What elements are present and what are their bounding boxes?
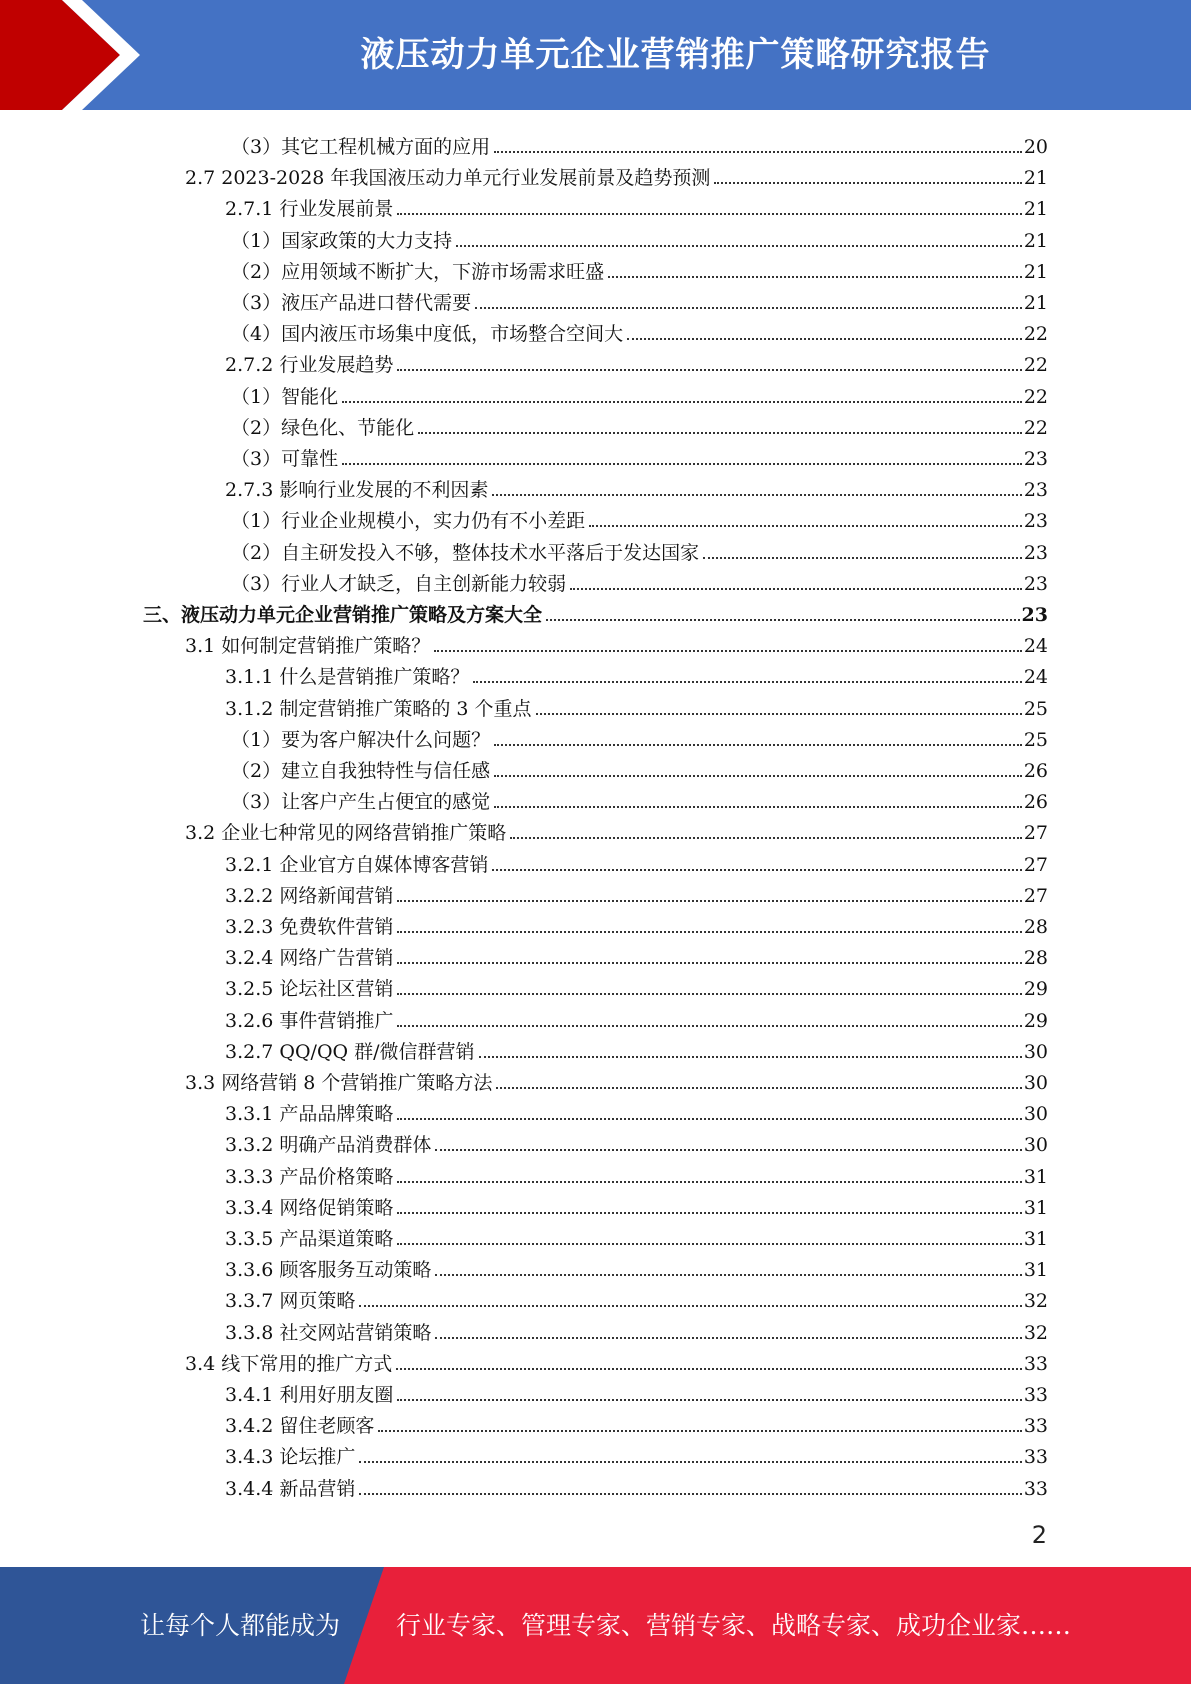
- toc-entry-title: 2.7.1 行业发展前景: [225, 198, 394, 221]
- toc-entry[interactable]: [185, 1345, 1048, 1376]
- toc-dot-leader: [496, 1087, 1021, 1089]
- toc-entry-title: 3.4.4 新品营销: [225, 1477, 356, 1500]
- toc-entry[interactable]: [225, 1002, 1048, 1033]
- toc-entry-page: 20: [1023, 136, 1048, 158]
- toc-entry[interactable]: [185, 1064, 1048, 1095]
- toc-entry[interactable]: [225, 1282, 1048, 1313]
- toc-dot-leader: [397, 1025, 1021, 1027]
- toc-entry-title: （2）应用领域不断扩大，下游市场需求旺盛: [231, 260, 605, 283]
- page-number: 2: [1031, 1521, 1047, 1549]
- toc-entry-title: （2）建立自我独特性与信任感: [231, 760, 491, 782]
- toc-entry[interactable]: [225, 939, 1048, 970]
- toc-entry-page: 21: [1023, 260, 1048, 283]
- toc-entry[interactable]: [225, 1438, 1048, 1469]
- toc-entry[interactable]: [231, 315, 1048, 346]
- toc-entry-page: 25: [1023, 697, 1048, 720]
- toc-entry-page: 26: [1023, 791, 1048, 814]
- toc-entry[interactable]: [231, 534, 1048, 565]
- toc-entry[interactable]: [225, 1158, 1048, 1189]
- toc-dot-leader: [473, 681, 1021, 683]
- toc-entry-page: 22: [1023, 354, 1048, 377]
- toc-entry-page: 21: [1023, 229, 1048, 252]
- toc-dot-leader: [397, 962, 1021, 964]
- toc-entry-title: （2）自主研发投入不够，整体技术水平落后于发达国家: [231, 541, 700, 564]
- toc-entry-title: 3.3 网络营销 8 个营销推广策略方法: [185, 1072, 493, 1094]
- toc-dot-leader: [359, 1461, 1021, 1463]
- toc-entry[interactable]: [225, 908, 1048, 939]
- toc-entry-page: 26: [1023, 760, 1048, 782]
- toc-dot-leader: [397, 931, 1021, 933]
- footer-slogan-right: 行业专家、管理专家、营销专家、战略专家、成功企业家……: [396, 1611, 1072, 1640]
- toc-entry[interactable]: [225, 658, 1048, 689]
- toc-dot-leader: [397, 1243, 1021, 1245]
- toc-dot-leader: [475, 307, 1022, 309]
- toc-entry-title: 2.7.3 影响行业发展的不利因素: [225, 479, 489, 502]
- toc-entry-page: 28: [1023, 916, 1048, 938]
- toc-dot-leader: [627, 338, 1022, 340]
- toc-entry-title: （1）行业企业规模小，实力仍有不小差距: [231, 510, 586, 533]
- toc-entry-title: （3）行业人才缺乏，自主创新能力较弱: [231, 572, 567, 595]
- toc-entry-page: 22: [1023, 416, 1048, 439]
- toc-dot-leader: [397, 213, 1021, 215]
- toc-entry[interactable]: [225, 471, 1048, 502]
- toc-entry[interactable]: [225, 1251, 1048, 1282]
- toc-entry-title: 3.3.4 网络促销策略: [225, 1196, 394, 1219]
- toc-entry[interactable]: [231, 253, 1048, 284]
- toc-entry-page: 21: [1023, 198, 1048, 221]
- toc-entry-page: 30: [1023, 1040, 1048, 1063]
- toc-entry[interactable]: [231, 502, 1048, 533]
- report-title: 液压动力单元企业营销推广策略研究报告: [360, 35, 991, 75]
- toc-entry-title: 3.2.3 免费软件营销: [225, 916, 394, 938]
- toc-entry[interactable]: [225, 1095, 1048, 1126]
- toc-dot-leader: [359, 1493, 1021, 1495]
- toc-dot-leader: [397, 993, 1021, 995]
- toc-entry-page: 29: [1023, 978, 1048, 1001]
- toc-entry-title: （1）要为客户解决什么问题？: [231, 728, 491, 751]
- toc-entry-page: 32: [1023, 1321, 1048, 1344]
- toc-dot-leader: [397, 1212, 1021, 1214]
- toc-dot-leader: [435, 1337, 1021, 1339]
- toc-dot-leader: [714, 182, 1021, 184]
- toc-entry-page: 30: [1023, 1072, 1048, 1094]
- toc-entry-title: 3.3.8 社交网站营销策略: [225, 1321, 432, 1344]
- toc-dot-leader: [396, 1368, 1022, 1370]
- toc-entry-title: 3.1.1 什么是营销推广策略？: [225, 666, 470, 689]
- toc-entry-page: 33: [1023, 1446, 1048, 1469]
- toc-entry[interactable]: [225, 970, 1048, 1001]
- toc-entry-title: 3.3.5 产品渠道策略: [225, 1228, 394, 1250]
- toc-entry[interactable]: [225, 1407, 1048, 1438]
- toc-dot-leader: [492, 494, 1021, 496]
- toc-entry-title: （3）其它工程机械方面的应用: [231, 136, 491, 158]
- toc-dot-leader: [397, 1181, 1021, 1183]
- toc-entry-title: 3.4.3 论坛推广: [225, 1446, 356, 1469]
- toc-entry-page: 23: [1021, 604, 1048, 626]
- toc-entry-page: 27: [1023, 822, 1048, 845]
- toc-entry-title: 3.4.1 利用好朋友圈: [225, 1384, 394, 1406]
- toc-dot-leader: [397, 369, 1021, 371]
- toc-entry[interactable]: [225, 1033, 1048, 1064]
- toc-entry-page: 31: [1023, 1165, 1048, 1188]
- toc-dot-leader: [418, 432, 1022, 434]
- toc-dot-leader: [494, 806, 1022, 808]
- toc-entry-title: 3.2.2 网络新闻营销: [225, 884, 394, 907]
- toc-dot-leader: [510, 837, 1022, 839]
- toc-entry[interactable]: [225, 1189, 1048, 1220]
- toc-entry-title: 3.2 企业七种常见的网络营销推广策略: [185, 822, 507, 845]
- toc-entry-title: （1）智能化: [231, 385, 339, 408]
- toc-entry[interactable]: [225, 1470, 1048, 1501]
- toc-entry-title: 3.3.2 明确产品消费群体: [225, 1134, 432, 1157]
- toc-entry-title: 3.3.7 网页策略: [225, 1290, 356, 1313]
- toc-entry-title: 3.1 如何制定营销推广策略？: [185, 635, 431, 658]
- toc-entry[interactable]: [225, 1376, 1048, 1407]
- toc-dot-leader: [536, 713, 1022, 715]
- toc-entry-page: 30: [1023, 1103, 1048, 1126]
- toc-dot-leader: [494, 151, 1022, 153]
- toc-entry-page: 27: [1023, 853, 1048, 876]
- toc-entry-page: 31: [1023, 1259, 1048, 1282]
- toc-entry[interactable]: [185, 814, 1048, 845]
- toc-entry-title: 3.1.2 制定营销推广策略的 3 个重点: [225, 697, 532, 720]
- toc-dot-leader: [378, 1430, 1021, 1432]
- toc-entry-page: 33: [1023, 1415, 1048, 1438]
- page-footer: [0, 1567, 1191, 1684]
- toc-entry[interactable]: [143, 596, 1048, 627]
- toc-entry-title: （3）让客户产生占便宜的感觉: [231, 791, 491, 814]
- toc-entry-page: 24: [1023, 666, 1048, 689]
- toc-dot-leader: [397, 900, 1021, 902]
- toc-dot-leader: [570, 588, 1022, 590]
- toc-entry[interactable]: [225, 877, 1048, 908]
- toc-entry-page: 25: [1023, 728, 1048, 751]
- toc-entry[interactable]: [231, 378, 1048, 409]
- toc-entry[interactable]: [185, 627, 1048, 658]
- toc-dot-leader: [492, 869, 1021, 871]
- toc-entry-title: 2.7 2023-2028 年我国液压动力单元行业发展前景及趋势预测: [185, 167, 711, 190]
- toc-dot-leader: [479, 1056, 1022, 1058]
- toc-entry-page: 33: [1023, 1384, 1048, 1406]
- toc-entry-title: 3.2.4 网络广告营销: [225, 947, 394, 970]
- toc-entry-page: 21: [1023, 292, 1048, 314]
- toc-entry-page: 21: [1023, 167, 1048, 190]
- toc-entry[interactable]: [231, 128, 1048, 159]
- toc-dot-leader: [435, 1274, 1021, 1276]
- toc-entry-page: 33: [1023, 1477, 1048, 1500]
- toc-dot-leader: [342, 401, 1022, 403]
- toc-entry-title: （3）液压产品进口替代需要: [231, 292, 472, 314]
- toc-entry-page: 31: [1023, 1196, 1048, 1219]
- toc-entry-title: （4）国内液压市场集中度低，市场整合空间大: [231, 323, 624, 346]
- toc-dot-leader: [397, 1399, 1021, 1401]
- toc-entry-title: （1）国家政策的大力支持: [231, 229, 453, 252]
- toc-entry-title: 3.2.7 QQ/QQ 群/微信群营销: [225, 1040, 475, 1063]
- toc-dot-leader: [397, 1118, 1021, 1120]
- page-header: [0, 0, 1191, 110]
- toc-entry-title: （3）可靠性: [231, 448, 339, 470]
- toc-dot-leader: [456, 245, 1022, 247]
- toc-entry[interactable]: [225, 846, 1048, 877]
- toc-entry[interactable]: [231, 721, 1048, 752]
- toc-entry-page: 23: [1023, 479, 1048, 502]
- toc-entry-page: 23: [1023, 448, 1048, 470]
- toc-entry-page: 28: [1023, 947, 1048, 970]
- toc-entry-page: 22: [1023, 385, 1048, 408]
- toc-entry-title: 三、液压动力单元企业营销推广策略及方案大全: [143, 604, 543, 626]
- toc-dot-leader: [608, 276, 1022, 278]
- toc-entry-title: 3.3.1 产品品牌策略: [225, 1103, 394, 1126]
- toc-dot-leader: [703, 557, 1022, 559]
- toc-entry-page: 33: [1023, 1352, 1048, 1375]
- toc-entry-title: 3.4 线下常用的推广方式: [185, 1352, 393, 1375]
- toc-entry-title: 3.2.1 企业官方自媒体博客营销: [225, 853, 489, 876]
- toc-entry-title: 2.7.2 行业发展趋势: [225, 354, 394, 377]
- toc-entry-title: 3.4.2 留住老顾客: [225, 1415, 375, 1438]
- toc-entry-page: 23: [1023, 510, 1048, 533]
- toc-entry[interactable]: [231, 752, 1048, 783]
- toc-entry[interactable]: [231, 222, 1048, 253]
- toc-dot-leader: [359, 1305, 1021, 1307]
- toc-entry-page: 24: [1023, 635, 1048, 658]
- toc-entry[interactable]: [231, 440, 1048, 471]
- toc-dot-leader: [342, 463, 1022, 465]
- toc-entry-title: 3.2.5 论坛社区营销: [225, 978, 394, 1001]
- toc-entry-title: 3.3.6 顾客服务互动策略: [225, 1259, 432, 1282]
- header-arrow-decoration: [0, 0, 200, 110]
- toc-dot-leader: [589, 525, 1022, 527]
- toc-entry[interactable]: [225, 1126, 1048, 1157]
- toc-entry-page: 23: [1023, 541, 1048, 564]
- toc-entry[interactable]: [225, 346, 1048, 377]
- toc-entry[interactable]: [231, 409, 1048, 440]
- toc-entry-page: 30: [1023, 1134, 1048, 1157]
- toc-dot-leader: [434, 650, 1022, 652]
- toc-entry-page: 31: [1023, 1228, 1048, 1250]
- toc-entry[interactable]: [225, 1314, 1048, 1345]
- toc-entry-page: 27: [1023, 884, 1048, 907]
- toc-entry-title: 3.3.3 产品价格策略: [225, 1165, 394, 1188]
- toc-dot-leader: [494, 775, 1022, 777]
- toc-entry-page: 23: [1023, 572, 1048, 595]
- toc-entry[interactable]: [231, 783, 1048, 814]
- toc-dot-leader: [546, 619, 1020, 621]
- toc-entry[interactable]: [231, 284, 1048, 315]
- toc-dot-leader: [494, 744, 1022, 746]
- toc-entry[interactable]: [225, 1220, 1048, 1251]
- toc-entry-page: 22: [1023, 323, 1048, 346]
- toc-dot-leader: [435, 1149, 1021, 1151]
- toc-entry-title: （2）绿色化、节能化: [231, 416, 415, 439]
- toc-entry-page: 32: [1023, 1290, 1048, 1313]
- toc-entry[interactable]: [231, 565, 1048, 596]
- toc-entry-title: 3.2.6 事件营销推广: [225, 1009, 394, 1032]
- footer-slogan-left: 让每个人都能成为: [140, 1611, 341, 1640]
- toc-entry[interactable]: [185, 159, 1048, 190]
- toc-entry[interactable]: [225, 690, 1048, 721]
- toc-entry-page: 29: [1023, 1009, 1048, 1032]
- toc-entry[interactable]: [225, 190, 1048, 221]
